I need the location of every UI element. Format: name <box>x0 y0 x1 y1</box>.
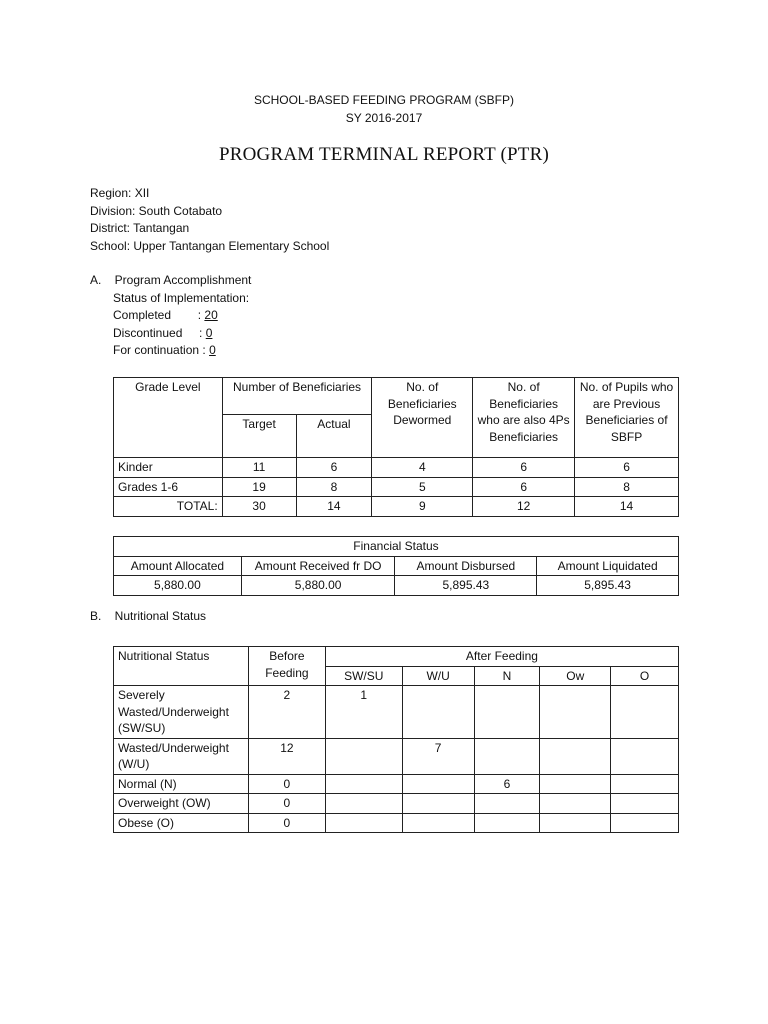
cell-dewormed: 5 <box>372 477 473 497</box>
school-year: SY 2016-2017 <box>345 111 423 125</box>
cell-wu <box>402 774 474 794</box>
cell-swsu <box>325 813 402 833</box>
cell-n <box>474 738 540 774</box>
completed-line <box>90 307 251 325</box>
cell-before: 0 <box>248 774 325 794</box>
header-previous-beneficiaries: No. of Pupils who are Previous Beneficiaries of SBFP <box>575 378 679 458</box>
section-b-heading: B. Nutritional Status <box>90 609 207 623</box>
cell-target: 19 <box>222 477 296 497</box>
cell-wu <box>402 794 474 814</box>
cell-before: 2 <box>248 686 325 739</box>
continuation-line <box>90 342 251 360</box>
table-row <box>114 813 679 833</box>
table-header-row <box>114 556 679 576</box>
status-label: Status of Implementation: <box>113 290 250 305</box>
cell-dewormed: 4 <box>372 458 473 478</box>
cell-dewormed: 9 <box>372 497 473 517</box>
header-4ps: No. of Beneficiaries who are also 4Ps Beneficiaries <box>473 378 575 458</box>
program-name: SCHOOL-BASED FEEDING PROGRAM (SBFP) <box>253 93 515 107</box>
cell-n: 6 <box>474 774 540 794</box>
table-row <box>114 686 679 739</box>
cell-target: 11 <box>222 458 296 478</box>
cell-previous: 8 <box>575 477 679 497</box>
section-a <box>90 272 251 360</box>
cell-before: 12 <box>248 738 325 774</box>
cell-4ps: 6 <box>473 458 575 478</box>
financial-status-title: Financial Status <box>114 537 679 557</box>
cell-ow <box>540 813 611 833</box>
district-line: District: Tantangan <box>90 221 190 235</box>
cell-previous: 14 <box>575 497 679 517</box>
cell-o <box>611 794 679 814</box>
cell-status: Normal (N) <box>114 774 249 794</box>
table-row <box>114 738 679 774</box>
cell-o <box>611 813 679 833</box>
header-number-of-beneficiaries: Number of Beneficiaries <box>222 378 372 415</box>
table-row <box>114 774 679 794</box>
cell-disbursed: 5,895.43 <box>395 576 537 596</box>
report-title: PROGRAM TERMINAL REPORT (PTR) <box>219 144 549 165</box>
cell-4ps: 12 <box>473 497 575 517</box>
cell-liquidated: 5,895.43 <box>537 576 679 596</box>
cell-allocated: 5,880.00 <box>114 576 242 596</box>
cell-grade: Grades 1-6 <box>114 477 223 497</box>
table-header-row <box>114 378 679 415</box>
cell-o <box>611 774 679 794</box>
cell-swsu: 1 <box>325 686 402 739</box>
discontinued-label: Discontinued : <box>113 325 203 340</box>
nutritional-status-table <box>113 646 679 833</box>
financial-status-table <box>113 536 679 596</box>
header-amount-received: Amount Received fr DO <box>241 556 395 576</box>
table-total-row <box>114 497 679 517</box>
cell-ow <box>540 738 611 774</box>
cell-status: Wasted/Underweight (W/U) <box>114 738 249 774</box>
cell-total-label: TOTAL: <box>114 497 223 517</box>
header-n: N <box>474 666 540 686</box>
header-actual: Actual <box>296 415 372 458</box>
continuation-label: For continuation : <box>113 343 206 357</box>
header-o: O <box>611 666 679 686</box>
division-line: Division: South Cotabato <box>90 203 223 218</box>
header-swsu: SW/SU <box>325 666 402 686</box>
cell-actual: 8 <box>296 477 372 497</box>
cell-status: Severely Wasted/Underweight (SW/SU) <box>114 686 249 739</box>
section-a-heading: A. Program Accomplishment <box>90 273 252 287</box>
discontinued-value: 0 <box>205 325 213 340</box>
table-header-row <box>114 647 679 667</box>
school-info <box>90 185 329 255</box>
cell-n <box>474 794 540 814</box>
header-nutritional-status: Nutritional Status <box>114 647 249 686</box>
cell-received: 5,880.00 <box>241 576 395 596</box>
cell-status: Overweight (OW) <box>114 794 249 814</box>
table-row <box>114 576 679 596</box>
cell-previous: 6 <box>575 458 679 478</box>
cell-ow <box>540 794 611 814</box>
header-target: Target <box>222 415 296 458</box>
cell-ow <box>540 774 611 794</box>
continuation-value: 0 <box>209 343 216 357</box>
header-amount-disbursed: Amount Disbursed <box>395 556 537 576</box>
cell-wu <box>402 813 474 833</box>
cell-actual: 6 <box>296 458 372 478</box>
header-amount-liquidated: Amount Liquidated <box>537 556 679 576</box>
cell-o <box>611 738 679 774</box>
header-after-feeding: After Feeding <box>325 647 678 667</box>
table-row <box>114 458 679 478</box>
cell-swsu <box>325 794 402 814</box>
header-amount-allocated: Amount Allocated <box>114 556 242 576</box>
header-wu: W/U <box>402 666 474 686</box>
discontinued-line <box>90 325 251 343</box>
completed-value: 20 <box>204 308 218 322</box>
header-before-feeding: Before Feeding <box>248 647 325 686</box>
cell-swsu <box>325 738 402 774</box>
cell-wu <box>402 686 474 739</box>
beneficiaries-table <box>113 377 679 517</box>
cell-before: 0 <box>248 794 325 814</box>
cell-4ps: 6 <box>473 477 575 497</box>
cell-n <box>474 686 540 739</box>
table-title-row <box>114 537 679 557</box>
cell-target: 30 <box>222 497 296 517</box>
table-row <box>114 794 679 814</box>
cell-status: Obese (O) <box>114 813 249 833</box>
cell-grade: Kinder <box>114 458 223 478</box>
cell-ow <box>540 686 611 739</box>
header-dewormed: No. of Beneficiaries Dewormed <box>372 378 473 458</box>
school-line: School: Upper Tantangan Elementary School <box>90 238 330 253</box>
cell-o <box>611 686 679 739</box>
table-row <box>114 477 679 497</box>
cell-n <box>474 813 540 833</box>
cell-before: 0 <box>248 813 325 833</box>
header-grade-level: Grade Level <box>114 378 223 458</box>
cell-swsu <box>325 774 402 794</box>
cell-wu: 7 <box>402 738 474 774</box>
header-ow: Ow <box>540 666 611 686</box>
completed-label: Completed : <box>113 308 202 322</box>
region-line: Region: XII <box>90 186 150 200</box>
cell-actual: 14 <box>296 497 372 517</box>
